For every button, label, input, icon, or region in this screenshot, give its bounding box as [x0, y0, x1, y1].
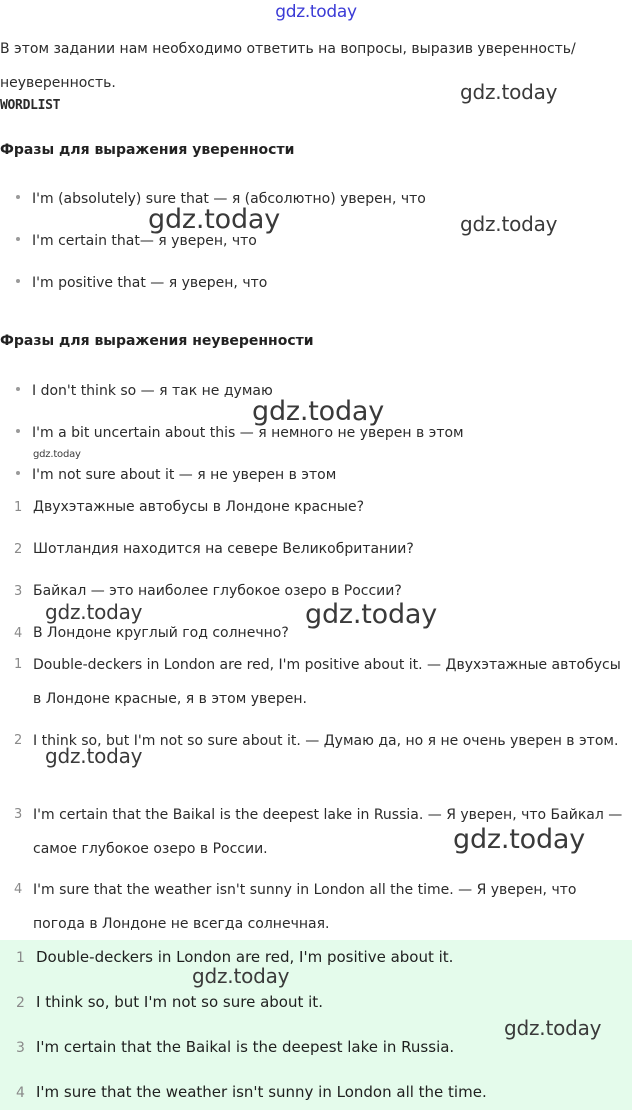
certainty-heading: Фразы для выражения уверенности — [0, 142, 295, 158]
bullet-icon — [16, 429, 20, 433]
watermark: gdz.today — [504, 1016, 602, 1040]
watermark: gdz.today — [192, 964, 290, 988]
watermark: gdz.today — [45, 744, 143, 768]
bullet-icon — [16, 279, 20, 283]
bullet-icon — [16, 195, 20, 199]
bullet-icon — [16, 237, 20, 241]
list-item: I don't think so — я так не думаю — [16, 383, 273, 399]
watermark: gdz.today — [453, 824, 586, 855]
bullet-icon — [16, 471, 20, 475]
watermark: gdz.today — [148, 204, 281, 235]
intro-text: В этом задании нам необходимо ответить на вопросы, выразив уверенность/неуверенность. — [0, 41, 576, 91]
list-item: I'm positive that — я уверен, что — [16, 275, 267, 291]
final-answer-item: 1 Double-deckers in London are red, I'm positive about it. — [16, 948, 454, 966]
watermark: gdz.today — [33, 449, 81, 460]
final-answer-item: 3 I'm certain that the Baikal is the deepest lake in Russia. — [16, 1038, 455, 1056]
bullet-icon — [16, 387, 20, 391]
watermark: gdz.today — [45, 600, 143, 624]
final-answer-item: 4 I'm sure that the weather isn't sunny in London all the time. — [16, 1083, 487, 1101]
list-item: I'm (absolutely) sure that — я (абсолютно) уверен, что — [16, 191, 426, 207]
list-item: I'm a bit uncertain about this — я немного не уверен в этом — [16, 425, 464, 441]
watermark: gdz.today — [460, 212, 558, 236]
watermark: gdz.today — [460, 80, 558, 104]
watermark: gdz.today — [252, 396, 385, 427]
list-item: I'm not sure about it — я не уверен в этом — [16, 467, 336, 483]
question-item: 3 Байкал — это наиболее глубокое озеро в России? — [14, 583, 402, 599]
question-item: 2 Шотландия находится на севере Великобритании? — [14, 541, 414, 557]
uncertainty-heading: Фразы для выражения неуверенности — [0, 333, 314, 349]
wordlist-label: WORDLIST — [0, 98, 61, 113]
question-item: 1 Двухэтажные автобусы в Лондоне красные? — [14, 499, 365, 515]
final-answer-item: 2 I think so, but I'm not so sure about it. — [16, 993, 323, 1011]
watermark: gdz.today — [305, 599, 438, 630]
list-item: I'm certain that— я уверен, что — [16, 233, 257, 249]
page: gdz.today В этом задании нам необходимо ответить на вопросы, выразив уверенность/неуверенность. WORDLIST Фразы для выражения уверенности I'm (absolutely) sure that — я (абсолютно) уверен, что I'm certain that— я уверен, что I'm positive that — я уверен, что Фразы для выражения неуверенности I don't think so — я так не думаю I'm a bit uncertain about this — я немного не уверен в этом I'm not sure about it — я не уверен в этом 1 Двухэтажные автобусы в Лондоне красные? 2 Шотландия находится на севере Великобритании? 3 Байкал — это наиболее глубокое озеро в России? 4 В Лондоне круглый год солнечно? 1 Double-deckers in London are red, I'm positive about it. — Двухэтажные автобусы в Лондоне красные, я в этом уверен. 2 I think so, but I'm not so sure about it. — Думаю да, но я не очень уверен в этом. 3 I'm certain that the Baikal is the deepest lake in Russia. — Я уверен, что Байкал — самое глубокое озеро в России. 4 I'm sure that the weather isn't sunny in London all the time. — Я уверен, что погода в Лондоне не всегда солнечная. 1 Double-deckers in London are red, I'm positive about it. 2 I think so, but I'm not so sure about it. 3 I'm certain that the Baikal is the deepest lake in Russia. 4 I'm sure that the weather isn't sunny in London all the time. gdz.today gdz.today gdz.today gdz.today gdz.today gdz.today gdz.today gdz.today gdz.today gdz.today gdz.today — [0, 0, 632, 1110]
question-item: 4 В Лондоне круглый год солнечно? — [14, 625, 289, 641]
site-logo[interactable]: gdz.today — [275, 2, 357, 22]
